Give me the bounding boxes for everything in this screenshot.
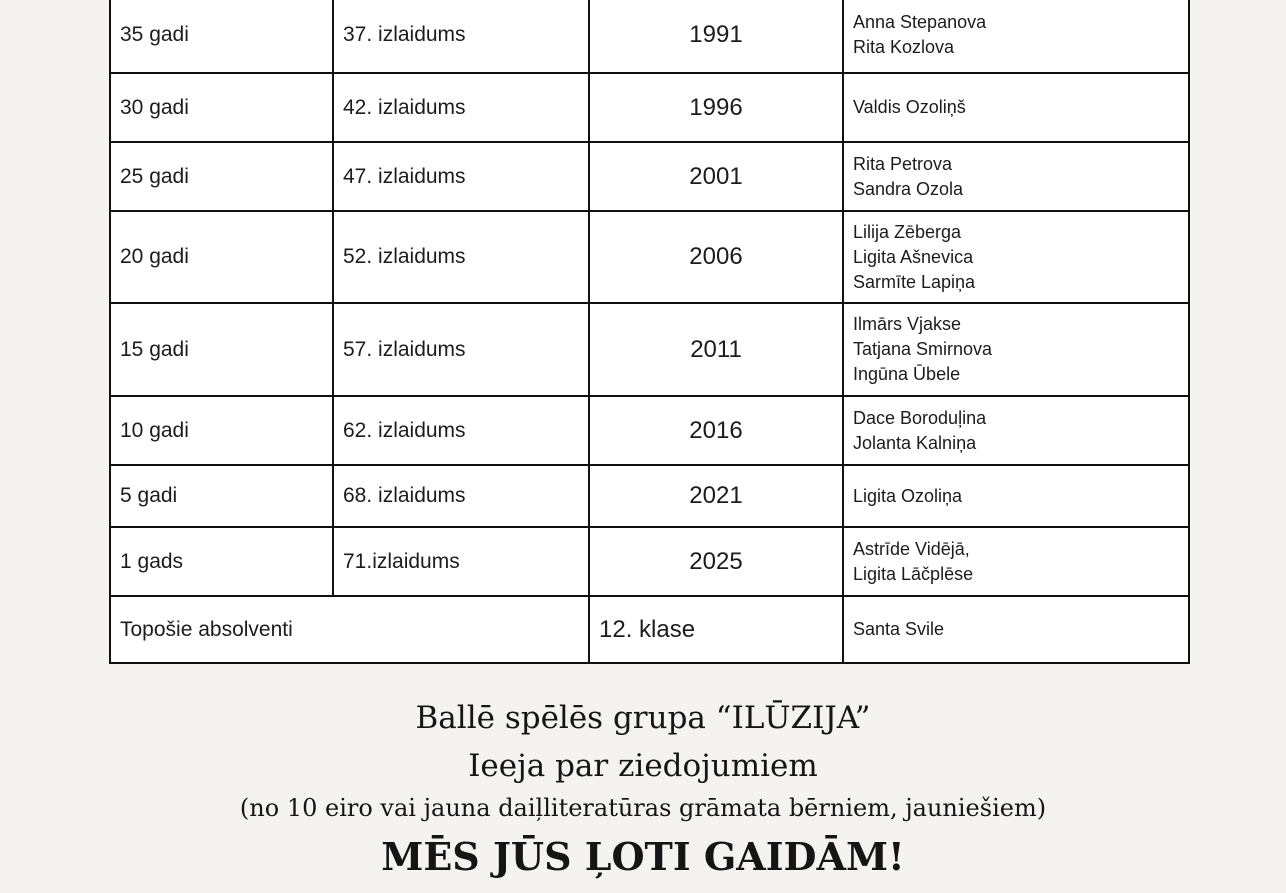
edition-cell: 37. izlaidums	[333, 0, 589, 73]
names-cell	[843, 73, 1189, 142]
entry-info: Ieeja par ziedojumiem	[468, 748, 818, 784]
names-cell	[843, 303, 1189, 396]
band-announcement: Ballē spēlēs grupa “ILŪZIJA”	[415, 700, 871, 736]
name-line: Sandra Ozola	[853, 178, 964, 199]
year-cell: 2025	[589, 527, 843, 596]
name-line: Ingūna Ūbele	[853, 364, 961, 384]
names-cell	[843, 596, 1189, 663]
names-cell	[843, 142, 1189, 211]
names-cell	[843, 465, 1189, 527]
table-row	[110, 527, 1189, 596]
table-row	[110, 465, 1189, 527]
name-line: Rita Petrova	[853, 153, 953, 174]
year-cell: 1996	[589, 73, 843, 142]
edition-cell: 68. izlaidums	[333, 465, 589, 527]
donation-details: (no 10 eiro vai jauna daiļliteratūras grāmata bērniem, jauniešiem)	[239, 794, 1047, 822]
table-row	[110, 73, 1189, 142]
table-row	[110, 142, 1189, 211]
name-line: Dace Boroduļina	[853, 407, 987, 428]
name-line: Sarmīte Lapiņa	[853, 271, 976, 292]
years-cell: 1 gads	[110, 527, 333, 596]
names-cell	[843, 211, 1189, 303]
name-line: Santa Svile	[853, 619, 945, 639]
name-line: Ligita Ašnevica	[853, 246, 974, 267]
year-cell: 2016	[589, 396, 843, 465]
years-cell: 30 gadi	[110, 73, 333, 142]
year-cell: 2006	[589, 211, 843, 303]
edition-cell: 62. izlaidums	[333, 396, 589, 465]
table-row	[110, 396, 1189, 465]
years-cell: 15 gadi	[110, 303, 333, 396]
class-cell: 12. klase	[589, 596, 843, 663]
name-line: Valdis Ozoliņš	[853, 97, 966, 117]
years-cell: 35 gadi	[110, 0, 333, 73]
future-graduates-label: Topošie absolventi	[110, 596, 589, 663]
name-line: Lilija Zēberga	[853, 221, 962, 242]
reunion-table-sheet	[109, 0, 1188, 664]
names-cell	[843, 396, 1189, 465]
edition-cell: 71.izlaidums	[333, 527, 589, 596]
name-line: Rita Kozlova	[853, 37, 955, 57]
edition-cell: 47. izlaidums	[333, 142, 589, 211]
table-row	[110, 211, 1189, 303]
table-row	[110, 303, 1189, 396]
name-line: Astrīde Vidējā,	[853, 538, 970, 559]
name-line: Ilmārs Vjakse	[853, 314, 962, 334]
name-line: Ligita Lāčplēse	[853, 563, 974, 584]
name-line: Ligita Ozoliņa	[853, 485, 963, 506]
year-cell: 2001	[589, 142, 843, 211]
year-cell: 1991	[589, 0, 843, 73]
table-row	[110, 0, 1189, 73]
edition-cell: 52. izlaidums	[333, 211, 589, 303]
name-line: Jolanta Kalniņa	[853, 432, 977, 453]
name-line: Anna Stepanova	[853, 12, 987, 32]
name-line: Tatjana Smirnova	[853, 339, 993, 359]
year-cell: 2021	[589, 465, 843, 527]
edition-cell: 42. izlaidums	[333, 73, 589, 142]
reunion-table	[109, 0, 1190, 664]
reunion-table-body	[110, 0, 1189, 663]
names-cell	[843, 527, 1189, 596]
year-cell: 2011	[589, 303, 843, 396]
years-cell: 5 gadi	[110, 465, 333, 527]
edition-cell: 57. izlaidums	[333, 303, 589, 396]
table-row-future-graduates	[110, 596, 1189, 663]
welcome-message: MĒS JŪS ĻOTI GAIDĀM!	[381, 834, 905, 879]
names-cell	[843, 0, 1189, 73]
years-cell: 25 gadi	[110, 142, 333, 211]
years-cell: 20 gadi	[110, 211, 333, 303]
years-cell: 10 gadi	[110, 396, 333, 465]
